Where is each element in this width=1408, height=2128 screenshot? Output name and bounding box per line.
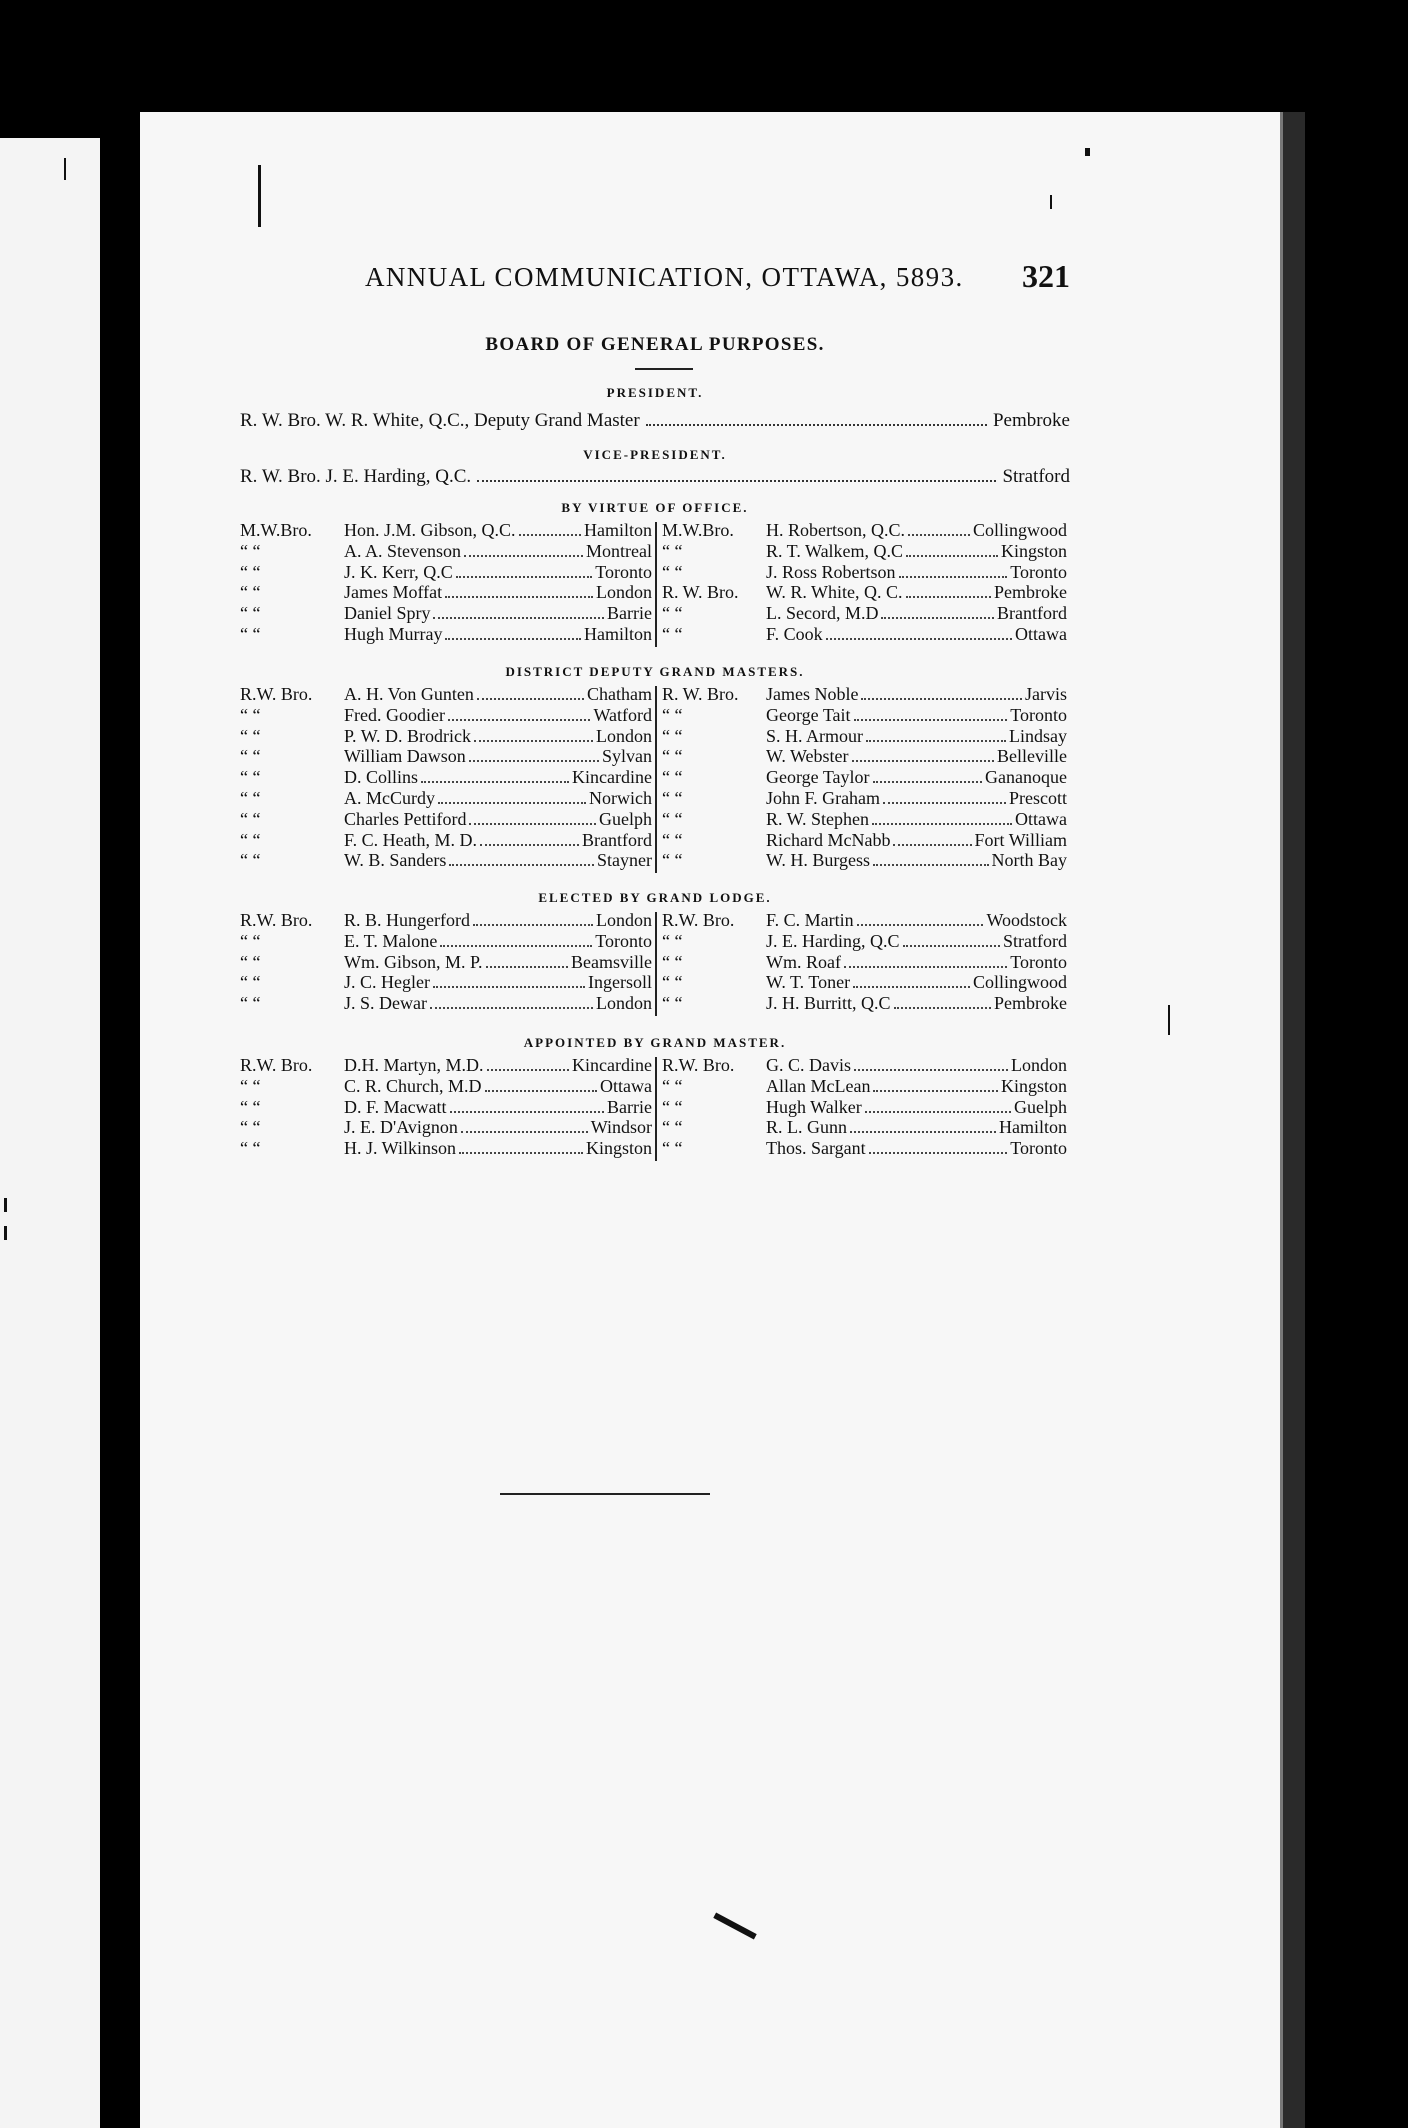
- officer-name: W. B. Sanders: [344, 850, 447, 871]
- officer-row: [240, 910, 652, 931]
- officer-rank: “ “: [240, 603, 261, 624]
- officer-place: Collingwood: [972, 972, 1067, 993]
- president-entry: [240, 410, 1070, 434]
- president-label: PRESIDENT.: [606, 385, 704, 400]
- officer-place: Toronto: [595, 930, 652, 951]
- officer-name: H. Robertson, Q.C.: [766, 520, 905, 540]
- officer-column-left: [240, 910, 652, 1014]
- officer-name: P. W. D. Brodrick: [344, 725, 472, 746]
- officer-rank: “ “: [662, 623, 683, 644]
- officer-row: [662, 603, 1067, 624]
- leader-dots: [477, 698, 584, 700]
- officer-row: [662, 1117, 1067, 1138]
- officer-place: Toronto: [1010, 951, 1067, 972]
- officer-name: W. Webster: [766, 746, 849, 767]
- officer-row: [662, 1097, 1067, 1118]
- officer-row: [662, 910, 1067, 931]
- officer-row: [240, 603, 652, 624]
- officer-name: Wm. Roaf: [766, 951, 841, 972]
- officer-name: R. W. Stephen: [766, 808, 870, 829]
- officer-rank: “ “: [662, 746, 683, 767]
- officer-name: F. C. Martin: [766, 910, 854, 930]
- officer-place: Toronto: [1010, 1138, 1067, 1159]
- officer-row: [662, 1055, 1067, 1076]
- leader-dots: [445, 638, 581, 640]
- officer-place: Jarvis: [1025, 684, 1067, 704]
- leader-dots: [421, 781, 569, 783]
- officer-name: A. A. Stevenson: [344, 540, 461, 561]
- leader-dots: [869, 1152, 1008, 1154]
- officer-row: [662, 972, 1067, 993]
- officer-row: [240, 1138, 652, 1159]
- officer-name: James Noble: [766, 684, 859, 704]
- officer-row: [240, 726, 652, 747]
- leader-dots: [646, 424, 987, 426]
- officer-name: John F. Graham: [766, 787, 881, 808]
- officer-column-right: [662, 520, 1067, 645]
- officer-name: Fred. Goodier: [344, 704, 445, 725]
- officer-name: J. E. Harding, Q.C: [766, 930, 900, 951]
- officer-place: Toronto: [1010, 561, 1067, 582]
- officer-name: J. Ross Robertson: [766, 561, 896, 582]
- officer-name: A. H. Von Gunten: [344, 684, 474, 704]
- officer-row: [240, 562, 652, 583]
- officer-name: H. J. Wilkinson: [344, 1138, 456, 1159]
- officer-rank: “ “: [662, 561, 683, 582]
- leader-dots: [474, 740, 593, 742]
- officer-name: W. H. Burgess: [766, 850, 871, 871]
- officer-row: [240, 931, 652, 952]
- officer-row: [240, 582, 652, 603]
- officer-name: Richard McNabb: [766, 829, 891, 850]
- officer-place: Belleville: [997, 746, 1067, 767]
- officer-rank: “ “: [662, 603, 683, 624]
- officer-row: [240, 850, 652, 871]
- officer-name: George Taylor: [766, 767, 870, 788]
- page-number: 321: [1022, 258, 1070, 294]
- officer-name: Hugh Murray: [344, 623, 443, 644]
- officer-place: London: [596, 993, 652, 1014]
- officer-row: [240, 830, 652, 851]
- officer-rank: R. W. Bro.: [662, 684, 739, 704]
- officer-place: Prescott: [1009, 787, 1067, 808]
- officer-row: [240, 1097, 652, 1118]
- officer-rank: “ “: [240, 540, 261, 561]
- officer-name: George Tait: [766, 704, 851, 725]
- leader-dots: [469, 760, 599, 762]
- officer-row: [662, 952, 1067, 973]
- leader-dots: [844, 966, 1007, 968]
- officer-row: [662, 1138, 1067, 1159]
- officer-name: D. F. Macwatt: [344, 1096, 447, 1117]
- officer-place: Hamilton: [999, 1117, 1067, 1138]
- leader-dots: [473, 924, 593, 926]
- officer-place: Gananoque: [985, 767, 1067, 788]
- officer-rank: “ “: [662, 767, 683, 788]
- section-heading: DISTRICT DEPUTY GRAND MASTERS.: [505, 664, 805, 679]
- officer-place: Brantford: [582, 829, 652, 850]
- facing-page-edge: [0, 138, 100, 2128]
- leader-dots: [854, 1069, 1008, 1071]
- officer-name: R. W. Bro. J. E. Harding, Q.C.: [240, 466, 472, 487]
- officer-row: [240, 541, 652, 562]
- officer-rank: “ “: [240, 850, 261, 871]
- section-heading: BY VIRTUE OF OFFICE.: [561, 500, 749, 515]
- officer-row: [240, 1055, 652, 1076]
- officer-rank: “ “: [240, 704, 261, 725]
- leader-dots: [873, 864, 988, 866]
- officer-place: Hamilton: [584, 623, 652, 644]
- leader-dots: [894, 1007, 992, 1009]
- officer-place: Norwich: [589, 787, 652, 808]
- officer-column-left: [240, 1055, 652, 1159]
- officer-rank: “ “: [240, 930, 261, 951]
- leader-dots: [449, 864, 594, 866]
- officer-name: Wm. Gibson, M. P.: [344, 951, 483, 972]
- leader-dots: [854, 719, 1008, 721]
- officer-rank: “ “: [662, 1138, 683, 1159]
- officer-place: Ottawa: [600, 1075, 652, 1096]
- officer-place: Barrie: [607, 603, 652, 624]
- officer-name: R. T. Walkem, Q.C: [766, 540, 904, 561]
- officer-place: Watford: [593, 704, 652, 725]
- officer-column-right: [662, 910, 1067, 1014]
- leader-dots: [873, 781, 982, 783]
- officer-row: [240, 624, 652, 645]
- officer-column-left: [240, 520, 652, 645]
- officer-place: London: [596, 582, 652, 603]
- officer-row: [662, 582, 1067, 603]
- officer-row: [662, 788, 1067, 809]
- officer-rank: “ “: [240, 808, 261, 829]
- leader-dots: [883, 802, 1006, 804]
- page-binding-edge: [1280, 112, 1305, 2128]
- officer-rank: R.W. Bro.: [662, 910, 735, 930]
- ink-mark: [1050, 195, 1052, 209]
- officer-place: Lindsay: [1009, 725, 1067, 746]
- officer-rank: “ “: [662, 829, 683, 850]
- column-divider: [655, 522, 657, 647]
- leader-dots: [906, 596, 992, 598]
- officer-name: Daniel Spry: [344, 603, 431, 624]
- officer-place: Kingston: [1000, 540, 1067, 561]
- officer-name: D. Collins: [344, 767, 419, 788]
- leader-dots: [456, 576, 593, 578]
- officer-name: Charles Pettiford: [344, 808, 467, 829]
- officer-rank: “ “: [240, 951, 261, 972]
- officer-rank: “ “: [662, 951, 683, 972]
- officer-rank: “ “: [240, 1138, 261, 1159]
- officer-place: Guelph: [599, 808, 652, 829]
- officer-rank: R.W. Bro.: [240, 910, 313, 930]
- officer-row: [662, 705, 1067, 726]
- officer-rank: “ “: [662, 540, 683, 561]
- officer-place: Collingwood: [972, 520, 1067, 540]
- officer-rank: “ “: [240, 829, 261, 850]
- leader-dots: [872, 823, 1012, 825]
- leader-dots: [430, 1007, 593, 1009]
- officer-place: Woodstock: [986, 910, 1067, 930]
- leader-dots: [906, 555, 998, 557]
- officer-row: [662, 1076, 1067, 1097]
- column-divider: [655, 1057, 657, 1161]
- leader-dots: [873, 1090, 998, 1092]
- officer-place: Hamilton: [584, 520, 652, 540]
- officer-rank: “ “: [240, 623, 261, 644]
- section-heading: APPOINTED BY GRAND MASTER.: [523, 1035, 787, 1050]
- officer-row: [240, 1117, 652, 1138]
- officer-place: Stratford: [1003, 930, 1067, 951]
- officer-place: London: [1011, 1055, 1067, 1075]
- officer-row: [662, 624, 1067, 645]
- officer-rank: “ “: [662, 972, 683, 993]
- vice-president-label: VICE-PRESIDENT.: [583, 447, 727, 462]
- leader-dots: [850, 1131, 996, 1133]
- officer-name: J. C. Hegler: [344, 972, 430, 993]
- officer-column-right: [662, 684, 1067, 871]
- officer-row: [240, 788, 652, 809]
- officer-place: Montreal: [586, 540, 652, 561]
- officer-rank: R.W. Bro.: [240, 1055, 313, 1075]
- officer-rank: “ “: [662, 787, 683, 808]
- officer-row: [662, 850, 1067, 871]
- officer-name: L. Secord, M.D: [766, 603, 879, 624]
- ink-mark: [1085, 148, 1090, 156]
- officer-place: Stayner: [597, 850, 652, 871]
- leader-dots: [893, 844, 971, 846]
- officer-name: W. T. Toner: [766, 972, 851, 993]
- officer-place: Ingersoll: [588, 972, 652, 993]
- officer-name: Hugh Walker: [766, 1096, 862, 1117]
- leader-dots: [857, 924, 984, 926]
- officer-rank: “ “: [240, 561, 261, 582]
- officer-rank: R.W. Bro.: [240, 684, 313, 704]
- ink-mark: [4, 1226, 7, 1240]
- officer-rank: M.W.Bro.: [240, 520, 312, 540]
- officer-name: W. R. White, Q. C.: [766, 582, 903, 603]
- ink-mark: [4, 1198, 7, 1212]
- officer-row: [240, 684, 652, 705]
- officer-name: R. L. Gunn: [766, 1117, 847, 1138]
- leader-dots: [519, 534, 581, 536]
- officer-place: Brantford: [997, 603, 1067, 624]
- officer-row: [240, 1076, 652, 1097]
- title-rule: [635, 368, 693, 370]
- officer-row: [662, 684, 1067, 705]
- officer-name: E. T. Malone: [344, 930, 438, 951]
- leader-dots: [485, 1090, 598, 1092]
- officer-row: [662, 767, 1067, 788]
- section-heading: ELECTED BY GRAND LODGE.: [538, 890, 772, 905]
- officer-place: Guelph: [1014, 1096, 1067, 1117]
- leader-dots: [861, 698, 1022, 700]
- officer-rank: “ “: [662, 808, 683, 829]
- officer-place: Sylvan: [601, 746, 652, 767]
- officer-name: J. H. Burritt, Q.C: [766, 993, 891, 1014]
- officer-row: [240, 809, 652, 830]
- ink-mark: [258, 165, 261, 227]
- column-divider: [655, 686, 657, 873]
- leader-dots: [433, 986, 585, 988]
- leader-dots: [486, 966, 569, 968]
- officer-row: [240, 705, 652, 726]
- officer-row: [662, 931, 1067, 952]
- leader-dots: [445, 596, 593, 598]
- leader-dots: [487, 1069, 570, 1071]
- officer-place: Chatham: [587, 684, 652, 704]
- officer-rank: “ “: [240, 725, 261, 746]
- leader-dots: [903, 945, 1001, 947]
- leader-dots: [908, 534, 970, 536]
- leader-dots: [853, 986, 970, 988]
- leader-dots: [866, 740, 1006, 742]
- officer-place: Stratford: [1002, 466, 1070, 487]
- officer-place: Pembroke: [994, 582, 1067, 603]
- leader-dots: [459, 1152, 583, 1154]
- column-divider: [655, 912, 657, 1016]
- officer-column-left: [240, 684, 652, 871]
- officer-place: Barrie: [607, 1096, 652, 1117]
- officer-place: North Bay: [991, 850, 1067, 871]
- officer-place: Toronto: [595, 561, 652, 582]
- officer-row: [240, 993, 652, 1014]
- officer-place: Kincardine: [572, 1055, 652, 1075]
- officer-row: [662, 830, 1067, 851]
- leader-dots: [852, 760, 994, 762]
- officer-name: R. W. Bro. W. R. White, Q.C., Deputy Grand Master: [240, 410, 640, 431]
- officer-rank: R.W. Bro.: [662, 1055, 735, 1075]
- running-header: [365, 258, 1070, 306]
- leader-dots: [826, 638, 1012, 640]
- officer-place: Toronto: [1010, 704, 1067, 725]
- officer-name: Thos. Sargant: [766, 1138, 866, 1159]
- officer-row: [240, 767, 652, 788]
- leader-dots: [899, 576, 1008, 578]
- page-title: BOARD OF GENERAL PURPOSES.: [485, 334, 825, 355]
- officer-row: [240, 520, 652, 541]
- officer-name: J. E. D'Avignon: [344, 1117, 458, 1138]
- officer-rank: “ “: [662, 993, 683, 1014]
- leader-dots: [865, 1111, 1011, 1113]
- leader-dots: [469, 823, 596, 825]
- officer-name: G. C. Davis: [766, 1055, 851, 1075]
- officer-rank: “ “: [662, 704, 683, 725]
- officer-place: Pembroke: [992, 410, 1070, 431]
- officer-rank: “ “: [662, 930, 683, 951]
- officer-name: Allan McLean: [766, 1075, 871, 1096]
- officer-place: London: [596, 725, 652, 746]
- officer-name: A. McCurdy: [344, 787, 435, 808]
- officer-rank: “ “: [240, 746, 261, 767]
- officer-rank: R. W. Bro.: [662, 582, 739, 603]
- officer-place: Kingston: [585, 1138, 652, 1159]
- officer-row: [662, 520, 1067, 541]
- leader-dots: [440, 945, 592, 947]
- officer-rank: “ “: [240, 1117, 261, 1138]
- officer-rank: “ “: [240, 582, 261, 603]
- officer-rank: “ “: [662, 1096, 683, 1117]
- officer-rank: “ “: [240, 972, 261, 993]
- officer-rank: “ “: [662, 725, 683, 746]
- officer-place: Kincardine: [572, 767, 652, 788]
- leader-dots: [438, 802, 586, 804]
- officer-row: [240, 746, 652, 767]
- officer-name: D.H. Martyn, M.D.: [344, 1055, 484, 1075]
- officer-row: [662, 746, 1067, 767]
- officer-name: James Moffat: [344, 582, 443, 603]
- officer-name: C. R. Church, M.D: [344, 1075, 482, 1096]
- officer-name: F. Cook: [766, 623, 823, 644]
- officer-place: London: [596, 910, 652, 930]
- vice-president-entry: [240, 466, 1070, 490]
- ink-mark: [64, 158, 66, 180]
- officer-row: [240, 972, 652, 993]
- officer-rank: “ “: [240, 1075, 261, 1096]
- officer-name: J. K. Kerr, Q.C: [344, 561, 453, 582]
- officer-row: [662, 726, 1067, 747]
- leader-dots: [433, 617, 604, 619]
- officer-name: R. B. Hungerford: [344, 910, 470, 930]
- leader-dots: [881, 617, 994, 619]
- closing-rule: [500, 1493, 710, 1495]
- officer-place: Windsor: [590, 1117, 652, 1138]
- officer-row: [662, 993, 1067, 1014]
- officer-rank: “ “: [240, 787, 261, 808]
- officer-name: F. C. Heath, M. D.: [344, 829, 478, 850]
- officer-rank: “ “: [240, 767, 261, 788]
- officer-row: [240, 952, 652, 973]
- officer-rank: “ “: [662, 1117, 683, 1138]
- officer-name: S. H. Armour: [766, 725, 864, 746]
- leader-dots: [477, 480, 996, 482]
- running-title: ANNUAL COMMUNICATION, OTTAWA, 5893.: [365, 262, 964, 292]
- leader-dots: [448, 719, 590, 721]
- officer-rank: M.W.Bro.: [662, 520, 734, 540]
- officer-place: Pembroke: [994, 993, 1067, 1014]
- officer-name: Hon. J.M. Gibson, Q.C.: [344, 520, 516, 540]
- leader-dots: [464, 555, 583, 557]
- officer-row: [662, 541, 1067, 562]
- officer-place: Ottawa: [1015, 623, 1067, 644]
- leader-dots: [480, 844, 579, 846]
- ink-mark: [1168, 1005, 1170, 1035]
- officer-rank: “ “: [240, 993, 261, 1014]
- officer-place: Ottawa: [1015, 808, 1067, 829]
- officer-rank: “ “: [662, 1075, 683, 1096]
- officer-name: William Dawson: [344, 746, 466, 767]
- leader-dots: [450, 1111, 604, 1113]
- leader-dots: [461, 1131, 588, 1133]
- officer-row: [662, 562, 1067, 583]
- officer-place: Beamsville: [571, 951, 652, 972]
- officer-row: [662, 809, 1067, 830]
- officer-rank: “ “: [662, 850, 683, 871]
- officer-column-right: [662, 1055, 1067, 1159]
- officer-place: Kingston: [1000, 1075, 1067, 1096]
- officer-name: J. S. Dewar: [344, 993, 427, 1014]
- officer-rank: “ “: [240, 1096, 261, 1117]
- officer-place: Fort William: [974, 829, 1067, 850]
